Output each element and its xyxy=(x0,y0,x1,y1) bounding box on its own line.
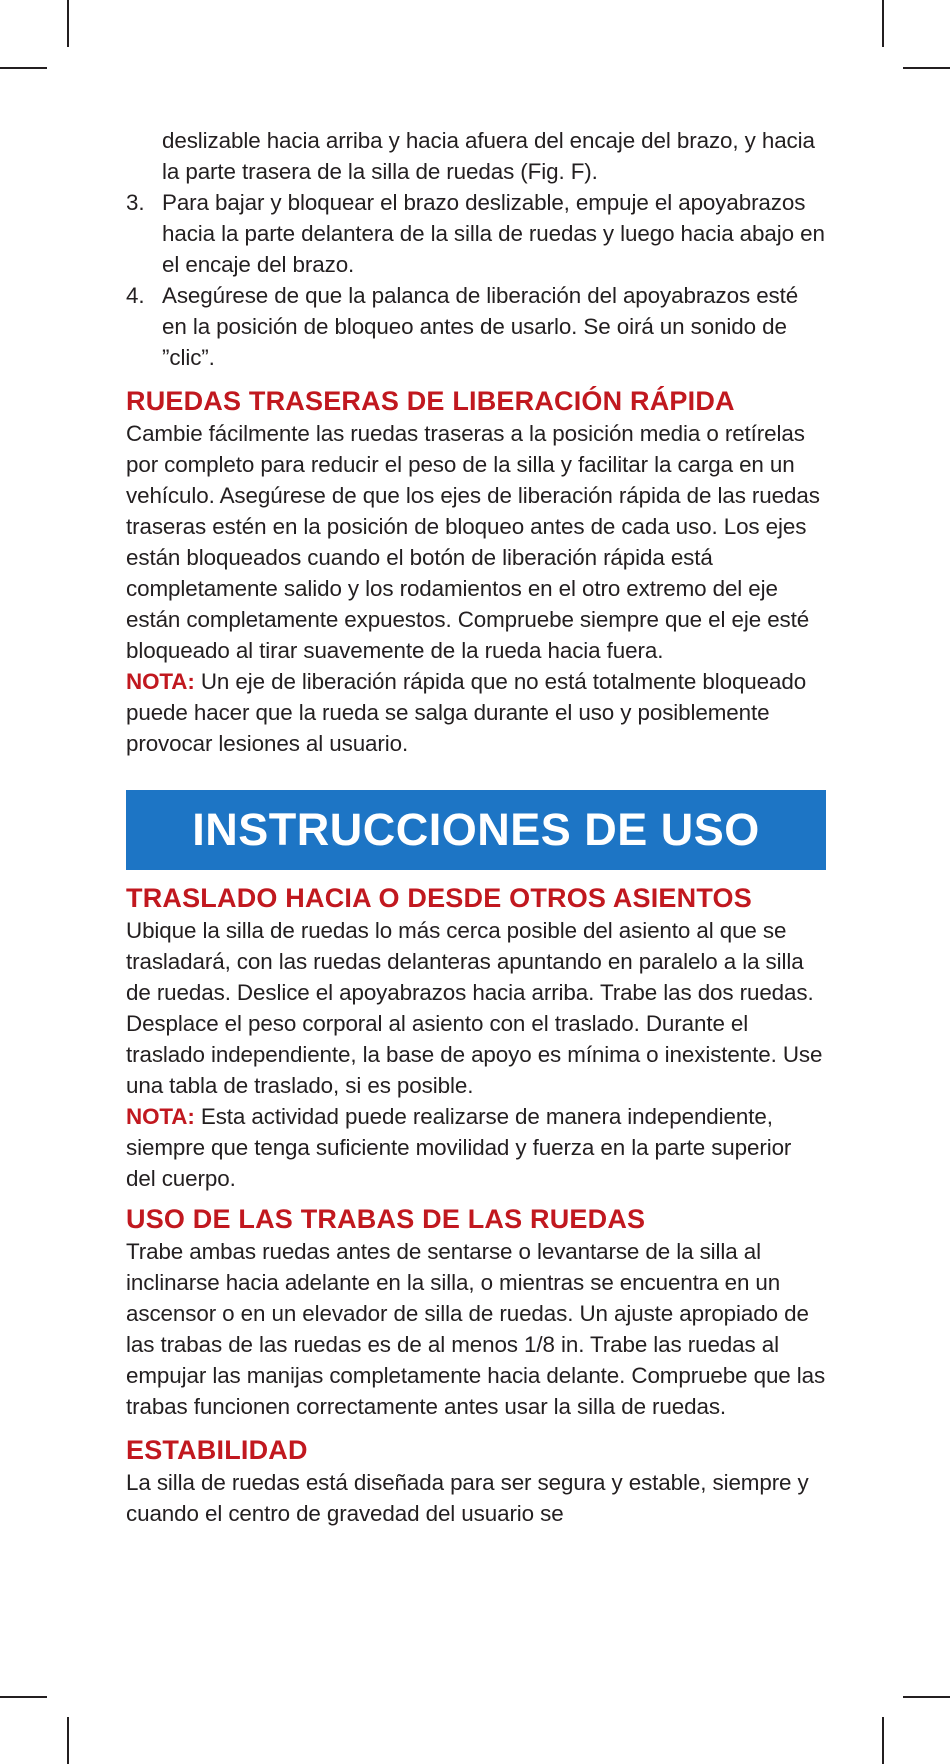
crop-mark xyxy=(882,1717,884,1764)
transfer-body: Ubique la silla de ruedas lo más cerca posible del asiento al que se trasladará, con las ruedas delanteras apuntando en paralelo a la silla de ruedas. Deslice el apoyabrazos hacia arriba. Trabe las dos ruedas. Desplace el peso corporal al asiento con el traslado. Durante el traslado independiente, la base de apoyo es mínima o inexistente. Use una tabla de traslado, si es posible. xyxy=(126,918,823,1098)
section-heading-transfer: TRASLADO HACIA O DESDE OTROS ASIENTOS xyxy=(126,883,752,913)
step-number: 3. xyxy=(126,190,145,215)
section-banner: INSTRUCCIONES DE USO xyxy=(126,790,826,870)
crop-mark xyxy=(0,1696,47,1698)
list-item xyxy=(126,187,826,280)
intro-continuation: deslizable hacia arriba y hacia afuera del encaje del brazo, y hacia la parte trasera de la silla de ruedas (Fig. F). xyxy=(162,128,815,184)
crop-mark xyxy=(882,0,884,47)
document-body xyxy=(126,125,826,1529)
stability-body: La silla de ruedas está diseñada para ser segura y estable, siempre y cuando el centro de gravedad del usuario se xyxy=(126,1470,809,1526)
step-text: Asegúrese de que la palanca de liberación del apoyabrazos esté en la posición de bloqueo antes de usarlo. Se oirá un sonido de ”clic”. xyxy=(162,283,799,370)
list-item xyxy=(126,280,826,373)
step-text: Para bajar y bloquear el brazo deslizable, empuje el apoyabrazos hacia la parte delantera de la silla de ruedas y luego hacia abajo en el encaje del brazo. xyxy=(162,190,825,277)
rear-wheels-note xyxy=(126,666,826,759)
rear-wheels-body: Cambie fácilmente las ruedas traseras a la posición media o retírelas por completo para reducir el peso de la silla y facilitar la carga en un vehículo. Asegúrese de que los ejes de liberación rápida de las ruedas traseras estén en la posición de bloqueo antes de cada uso. Los ejes están bloqueados cuando el botón de liberación rápida está completamente salido y los rodamientos en el otro extremo del eje están completamente expuestos. Compruebe siempre que el eje esté bloqueado al tirar suavemente de la rueda hacia fuera. xyxy=(126,421,820,663)
note-text: Esta actividad puede realizarse de manera independiente, siempre que tenga suficiente movilidad y fuerza en la parte superior del cuerpo. xyxy=(126,1104,792,1191)
crop-mark xyxy=(0,67,47,69)
section-heading-stability: ESTABILIDAD xyxy=(126,1435,308,1465)
step-number: 4. xyxy=(126,283,145,308)
section-heading-wheel-locks: USO DE LAS TRABAS DE LAS RUEDAS xyxy=(126,1204,646,1234)
crop-mark xyxy=(903,67,950,69)
transfer-note xyxy=(126,1101,826,1194)
steps-list xyxy=(126,187,826,373)
crop-mark xyxy=(903,1696,950,1698)
crop-mark xyxy=(67,0,69,47)
crop-mark xyxy=(67,1717,69,1764)
section-heading-rear-wheels: RUEDAS TRASERAS DE LIBERACIÓN RÁPIDA xyxy=(126,386,735,416)
note-label: NOTA: xyxy=(126,1104,195,1129)
note-label: NOTA: xyxy=(126,669,195,694)
wheel-locks-body: Trabe ambas ruedas antes de sentarse o levantarse de la silla al inclinarse hacia adelante en la silla, o mientras se encuentra en un ascensor o en un elevador de silla de ruedas. Un ajuste apropiado de las trabas de las ruedas es de al menos 1/8 in. Trabe las ruedas al empujar las manijas completamente hacia delante. Compruebe que las trabas funcionen correctamente antes usar la silla de ruedas. xyxy=(126,1239,826,1419)
note-text: Un eje de liberación rápida que no está totalmente bloqueado puede hacer que la rueda se salga durante el uso y posiblemente provocar lesiones al usuario. xyxy=(126,669,807,756)
